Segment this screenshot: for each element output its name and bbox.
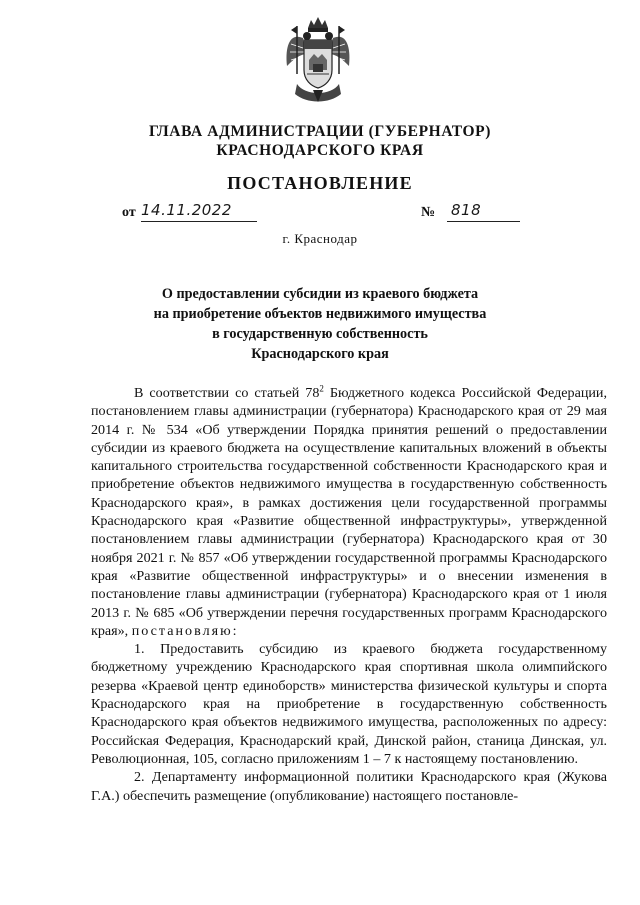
clause-2-paragraph: 2. Департаменту информационной политики Краснодарского края (Жукова Г.А.) обеспечить размещение (опубликование) настоящего постановле- [91,769,607,804]
document-subject [0,284,640,364]
clause-1-paragraph: 1. Предоставить субсидию из краевого бюджета государственному бюджетному учреждению Краснодарского края спортивная школа олимпийского резерва «Краевой центр единоборств» министерства физической культуры и спорта Краснодарского края на приобретение в государственную собственность Краснодарского края объектов недвижимого имущества, расположенных по адресу: Российская Федерация, Краснодарский край, Динской район, станица Динская, ул. Революционная, 105, согласно приложениям 1 – 7 к настоящему постановлению. [91,641,607,767]
resolve-word: постановляю: [131,622,239,639]
number-handwritten: 818 [451,201,482,219]
coat-of-arms-emblem [283,14,353,106]
preamble-text-main: Бюджетного кодекса Российской Федерации, постановлением главы администрации (губернатора) Краснодарского края от 29 мая 2014 г. № 534 «Об утверждении Порядка принятия решений о предоставлении субсидии из краевого бюджета на осуществление капитальных вложений в объекты капитального строительства государственной собственности Краснодарского края и приобретение объектов недвижимого имущества в государственную собственность Краснодарского края», в рамках достижения цели государственной программы Краснодарского края «Развитие общественной инфраструктуры», утвержденной постановлением главы администрации (губернатора) Краснодарского края от 30 ноября 2021 г. № 857 «Об утверждении государственной программы Краснодарского края «Развитие общественной инфраструктуры» и о внесении изменения в постановление главы администрации (губернатора) Краснодарского края от 1 июля 2013 г. № 685 «Об утверждении перечня государственных программ Краснодарского края», [91,385,608,639]
article-superscript: 2 [319,383,324,394]
subject-line-2: на приобретение объектов недвижимого имущества [153,306,487,322]
number-field [447,203,520,222]
document-body [91,384,607,805]
issuer-title-line-2: КРАСНОДАРСКОГО КРАЯ [216,142,424,159]
preamble-text-start: В соответствии со статьей 78 [134,385,320,401]
subject-line-4: Краснодарского края [251,346,389,362]
number-prefix: № [421,205,436,220]
date-number-row [0,203,640,225]
date-field [141,203,257,222]
subject-line-3: в государственную собственность [212,326,428,342]
issuer-title-line-1: ГЛАВА АДМИНИСТРАЦИИ (ГУБЕРНАТОР) [149,123,491,140]
date-handwritten: 14.11.2022 [141,201,232,219]
preamble-paragraph [91,384,607,640]
city-label: г. Краснодар [282,231,358,246]
subject-line-1: О предоставлении субсидии из краевого бюджета [161,286,479,302]
date-prefix: от [122,205,136,220]
document-type-title: ПОСТАНОВЛЕНИЕ [227,173,413,193]
